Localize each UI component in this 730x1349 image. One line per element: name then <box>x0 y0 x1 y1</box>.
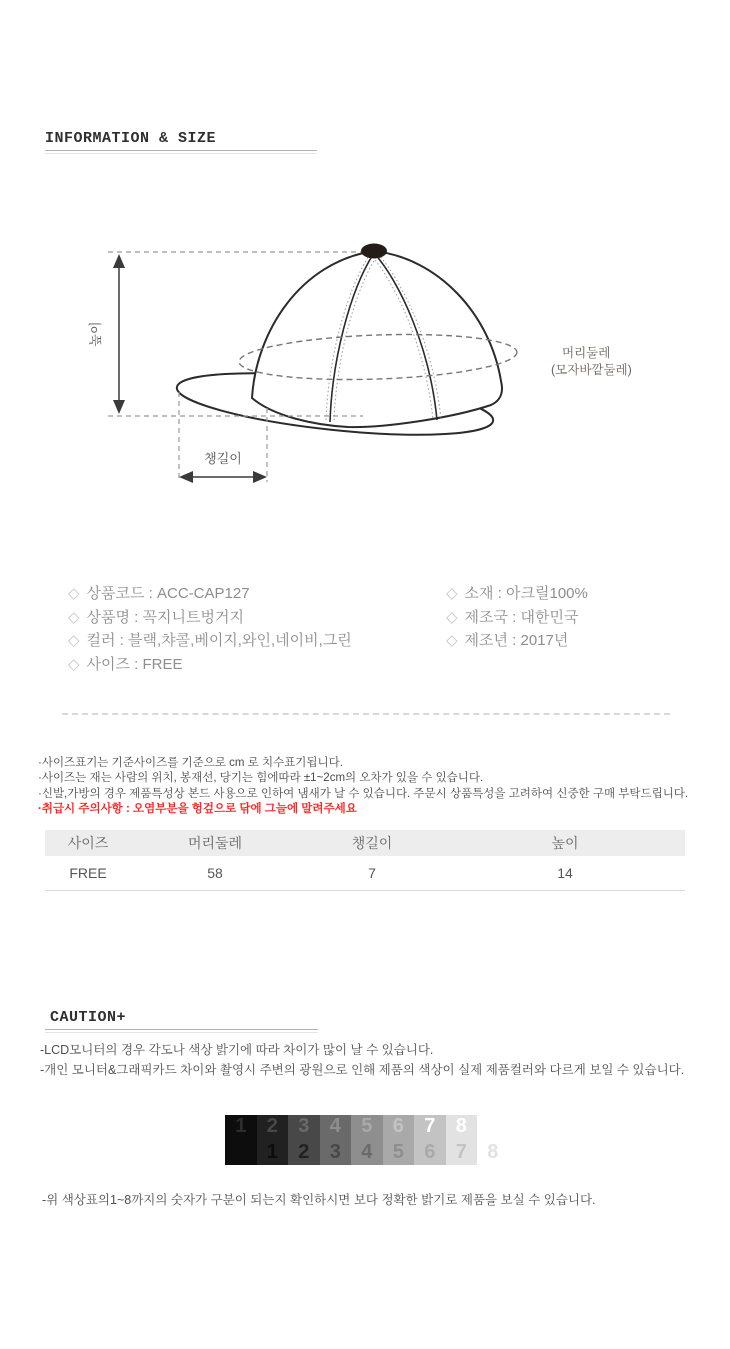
cap-diagram <box>80 230 640 490</box>
grayscale-bottom-number: 7 <box>455 1141 467 1163</box>
diamond-bullet-icon: ◇ <box>68 585 80 602</box>
cap-crown <box>252 251 502 427</box>
grayscale-cell <box>320 1115 352 1165</box>
grayscale-top-number: 1 <box>235 1115 247 1137</box>
grayscale-cell <box>414 1115 446 1165</box>
product-material-line: ◇ 소재 : 아크릴100% <box>446 585 588 602</box>
size-table-header: 챙길이 <box>351 835 393 851</box>
height-label: 높이 <box>88 321 103 347</box>
grayscale-cell <box>257 1115 289 1165</box>
grayscale-bottom-number: 8 <box>487 1141 499 1163</box>
grayscale-bottom-number: 4 <box>361 1141 373 1163</box>
product-info-right <box>446 582 588 653</box>
size-table <box>45 830 685 891</box>
grayscale-cell <box>225 1115 257 1165</box>
caution-title: CAUTION+ <box>50 1009 127 1026</box>
circumference-label: 머리둘레 <box>562 346 611 360</box>
product-color-line: ◇ 컬러 : 블랙,챠콜,베이지,와인,네이비,그린 <box>68 632 352 649</box>
height-arrowhead-top <box>113 254 125 268</box>
diamond-bullet-icon: ◇ <box>68 632 80 649</box>
size-table-cell: 7 <box>368 865 376 881</box>
size-table-cell: 14 <box>557 865 573 881</box>
caution-line: -개인 모니터&그래픽카드 차이와 촬영시 주변의 광원으로 인해 제품의 색상이 실제 제품컬러와 다르게 보일 수 있습니다. <box>40 1063 685 1077</box>
section-divider <box>62 713 670 715</box>
grayscale-cell <box>446 1115 478 1165</box>
diamond-bullet-icon: ◇ <box>68 655 80 673</box>
product-year-line: ◇ 제조년 : 2017년 <box>446 632 569 649</box>
grayscale-top-number: 6 <box>392 1115 404 1137</box>
diamond-bullet-icon: ◇ <box>446 585 458 602</box>
grayscale-top-number: 4 <box>329 1115 341 1137</box>
size-table-row <box>45 856 685 891</box>
size-table-header: 높이 <box>551 835 579 851</box>
info-size-title-underline <box>45 150 317 154</box>
product-name-line: ◇ 상품명 : 꼭지니트벙거지 <box>68 608 244 626</box>
grayscale-top-number: 5 <box>361 1115 373 1137</box>
size-table-header: 머리둘레 <box>187 835 243 851</box>
brim-arrowhead-left <box>179 471 193 483</box>
cap-button <box>361 244 387 259</box>
size-table-cell: FREE <box>69 865 107 881</box>
diamond-bullet-icon: ◇ <box>446 608 458 626</box>
grayscale-top-number: 8 <box>455 1115 467 1137</box>
grayscale-bottom-number: 3 <box>329 1141 341 1163</box>
brim-arrowhead-right <box>253 471 267 483</box>
grayscale-cell <box>288 1115 320 1165</box>
color-chart-footnote: -위 색상표의1~8까지의 숫자가 구분이 되는지 확인하시면 보다 정확한 밝기로 제품을 보실 수 있습니다. <box>42 1193 596 1207</box>
height-arrowhead-bottom <box>113 400 125 414</box>
diamond-bullet-icon: ◇ <box>68 608 80 626</box>
size-table-cell: 58 <box>207 865 223 881</box>
info-size-title: INFORMATION & SIZE <box>45 130 217 147</box>
size-note-line: ·사이즈는 재는 사람의 위치, 봉재선, 당기는 힘에따라 ±1~2cm의 오차가 있을 수 있습니다. <box>38 772 484 785</box>
product-info-left <box>68 582 352 676</box>
grayscale-cell <box>477 1115 509 1165</box>
size-note-line: ·사이즈표기는 기준사이즈를 기준으로 cm 로 치수표기됩니다. <box>38 757 343 769</box>
grayscale-bottom-number: 1 <box>266 1141 278 1163</box>
product-size-line: ◇ 사이즈 : FREE <box>68 655 183 673</box>
grayscale-bottom-number: 5 <box>392 1141 404 1163</box>
grayscale-top-number: 7 <box>424 1115 436 1137</box>
grayscale-cell <box>351 1115 383 1165</box>
grayscale-chart <box>225 1115 509 1165</box>
diamond-bullet-icon: ◇ <box>446 632 458 649</box>
size-note-line: ·신발,가방의 경우 제품특성상 본드 사용으로 인하여 냄새가 날 수 있습니다. 주문시 상품특성을 고려하여 신중한 구매 부탁드립니다. <box>38 787 689 800</box>
grayscale-cell <box>383 1115 415 1165</box>
caution-line: -LCD모니터의 경우 각도나 색상 밝기에 따라 차이가 많이 날 수 있습니다. <box>40 1043 434 1057</box>
product-code-line: ◇ 상품코드 : ACC-CAP127 <box>68 585 250 602</box>
size-table-header-row <box>45 830 685 856</box>
grayscale-top-number: 3 <box>298 1115 310 1137</box>
caution-text <box>40 1040 684 1080</box>
grayscale-bottom-number: 2 <box>298 1141 310 1163</box>
grayscale-bottom-number: 6 <box>424 1141 436 1163</box>
size-notes <box>38 756 688 817</box>
caution-title-underline <box>45 1029 318 1033</box>
grayscale-top-number: 2 <box>266 1115 278 1137</box>
size-table-header: 사이즈 <box>67 835 109 851</box>
brim-label: 챙길이 <box>204 451 242 466</box>
product-country-line: ◇ 제조국 : 대한민국 <box>446 608 579 626</box>
handling-caution-line: ·취급시 주의사항 : 오염부분을 헝겊으로 닦에 그늘에 말려주세요 <box>38 802 357 815</box>
circumference-sub-label: (모자바깥둘레) <box>551 363 632 377</box>
